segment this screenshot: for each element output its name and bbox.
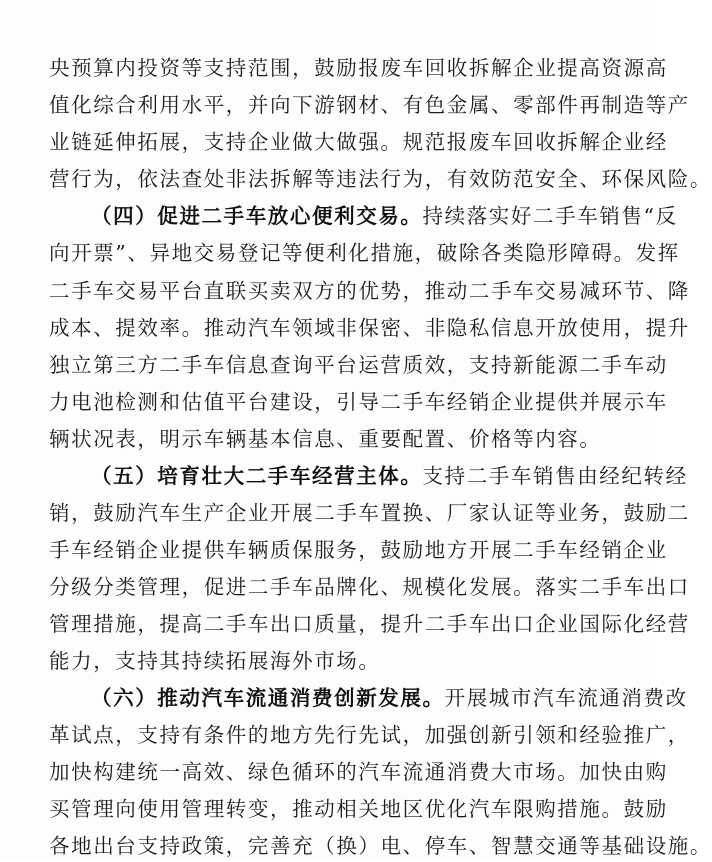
section-5-heading-line xyxy=(91,460,688,492)
section-6-lead-text: 开展城市汽车流通消费改 xyxy=(444,686,688,710)
section-4-heading-line xyxy=(91,200,678,232)
text-line-16: 管理措施，提高二手车出口质量，提升二手车出口企业国际化经营 xyxy=(49,612,690,636)
section-5-heading: （五）培育壮大二手车经营主体。 xyxy=(91,464,423,488)
section-4-lead-text: 持续落实好二手车销售“反 xyxy=(422,204,678,228)
section-6-heading: （六）推动汽车流通消费创新发展。 xyxy=(91,686,445,710)
text-line-14: 手车经销企业提供车辆质保服务，鼓励地方开展二手车经销企业 xyxy=(49,538,668,562)
text-line-17: 能力，支持其持续拓展海外市场。 xyxy=(49,649,381,673)
text-line-19: 革试点，支持有条件的地方先行先试，加强创新引领和经验推广， xyxy=(49,723,690,747)
text-line-10: 力电池检测和估值平台建设，引导二手车经销企业提供并展示车 xyxy=(49,390,668,414)
section-4-heading: （四）促进二手车放心便利交易。 xyxy=(91,204,423,228)
text-line-9: 独立第三方二手车信息查询平台运营质效，支持新能源二手车动 xyxy=(49,353,668,377)
text-line-7: 二手车交易平台直联买卖双方的优势，推动二手车交易减环节、降 xyxy=(49,279,690,303)
text-line-4: 营行为，依法查处非法拆解等违法行为，有效防范安全、环保风险。 xyxy=(49,167,712,191)
text-line-11: 辆状况表，明示车辆基本信息、重要配置、价格等内容。 xyxy=(49,427,602,451)
text-line-22: 各地出台支持政策，完善充（换）电、停车、智慧交通等基础设施。 xyxy=(49,834,712,858)
text-line-15: 分级分类管理，促进二手车品牌化、规模化发展。落实二手车出口 xyxy=(49,575,690,599)
text-line-1: 央预算内投资等支持范围，鼓励报废车回收拆解企业提高资源高 xyxy=(49,56,668,80)
text-line-2: 值化综合利用水平，并向下游钢材、有色金属、零部件再制造等产 xyxy=(49,93,690,117)
section-5-lead-text: 支持二手车销售由经纪转经 xyxy=(422,464,688,488)
text-line-3: 业链延伸拓展，支持企业做大做强。规范报废车回收拆解企业经 xyxy=(49,130,668,154)
text-line-8: 成本、提效率。推动汽车领域非保密、非隐私信息开放使用，提升 xyxy=(49,316,690,340)
text-line-13: 销，鼓励汽车生产企业开展二手车置换、厂家认证等业务，鼓励二 xyxy=(49,501,690,525)
text-line-6: 向开票”、异地交易登记等便利化措施，破除各类隐形障碍。发挥 xyxy=(49,241,680,265)
section-6-heading-line xyxy=(91,682,688,714)
text-line-20: 加快构建统一高效、绿色循环的汽车流通消费大市场。加快由购 xyxy=(49,760,668,784)
text-line-21: 买管理向使用管理转变，推动相关地区优化汽车限购措施。鼓励 xyxy=(49,797,668,821)
